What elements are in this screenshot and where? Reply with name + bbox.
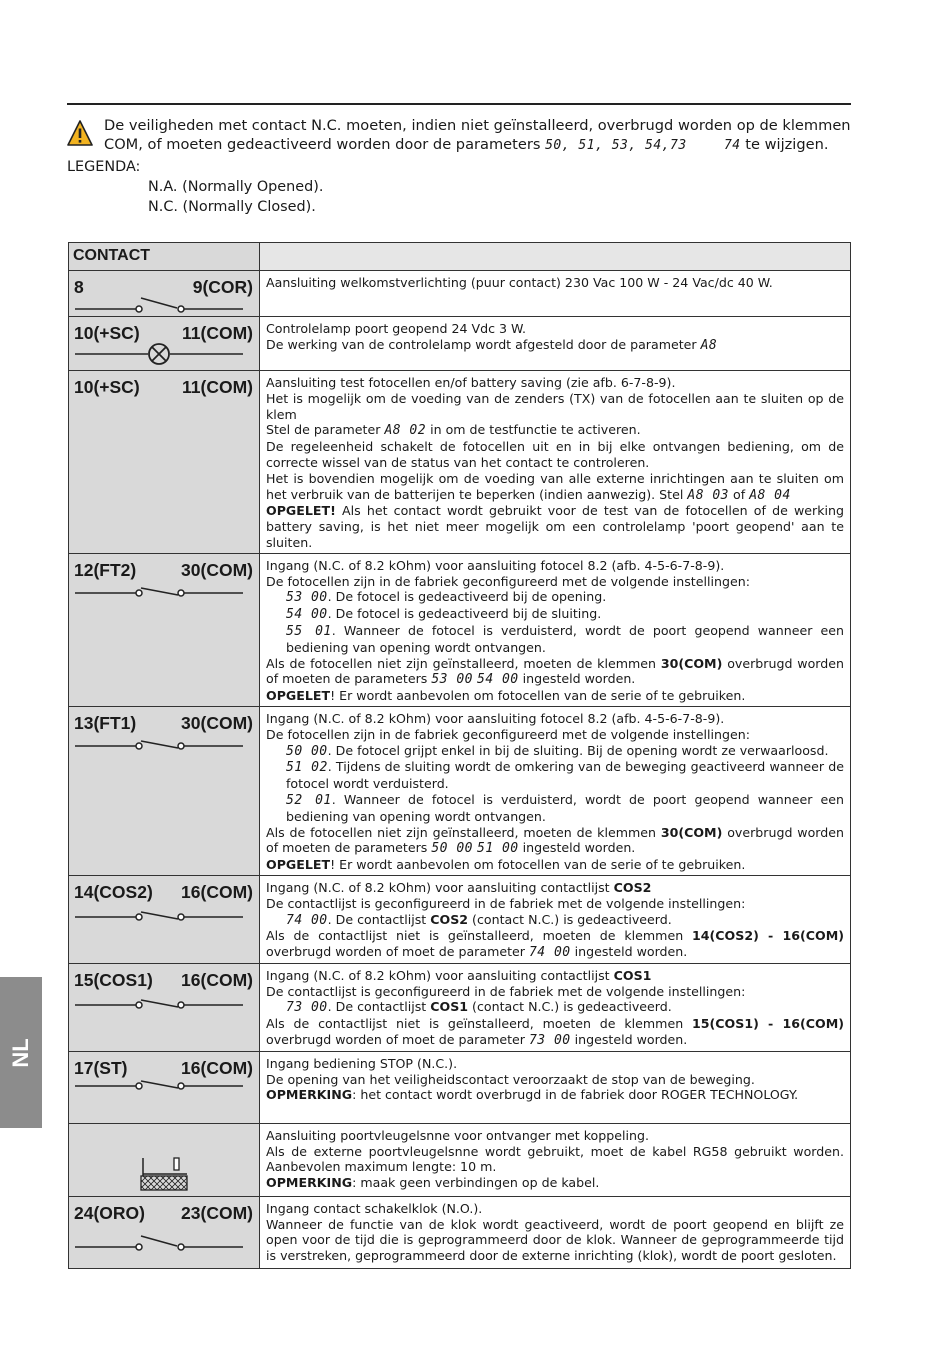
language-tab — [0, 977, 42, 1128]
table-row — [69, 371, 851, 554]
terminal-left: 14(COS2) — [74, 881, 153, 902]
terminal-left: 8 — [74, 277, 84, 297]
safety-note — [104, 116, 864, 155]
normally-open-contact-icon — [75, 1233, 245, 1263]
row-text: Ingang (N.C. of 8.2 kOhm) voor aansluiting fotocel 8.2 (afb. 4-5-6-7-8-9). — [266, 710, 725, 726]
terminal-right: 16(COM) — [181, 881, 253, 902]
terminal-right: 9(COR) — [192, 277, 253, 297]
setting-line: 74 00. De contactlijst COS2 (contact N.C.) is gedeactiveerd. — [286, 911, 672, 928]
param-last: 74 — [723, 138, 741, 153]
legend-title: LEGENDA: — [67, 159, 141, 175]
row-text: Het is mogelijk om de voeding van de zenders (TX) van de fotocellen aan te sluiten op de klem — [266, 390, 844, 422]
row-text: Ingang (N.C. of 8.2 kOhm) voor aansluiting contactlijst COS2 — [266, 879, 652, 895]
row-text: De fotocellen zijn in de fabriek geconfigureerd met de volgende instellingen: — [266, 573, 750, 589]
table-row — [69, 553, 851, 706]
param-code: A8 03 — [687, 487, 730, 503]
normally-closed-contact-icon — [75, 732, 245, 762]
setting-line: 55 01. Wanneer de fotocel is verduisterd, wordt de poort geopend wanneer een bediening van opening wordt ontvangen. — [286, 622, 844, 655]
table-row — [69, 317, 851, 371]
row-text: Aansluiting poortvleugelsnne voor ontvanger met koppeling. — [266, 1127, 649, 1143]
row-text: Ingang (N.C. of 8.2 kOhm) voor aansluiting fotocel 8.2 (afb. 4-5-6-7-8-9). — [266, 557, 725, 573]
terminal-left: 10(+SC) — [74, 377, 140, 397]
terminal-left: 15(COS1) — [74, 969, 153, 990]
table-row — [69, 271, 851, 317]
param-code: A8 — [700, 337, 718, 353]
row-text: Als de contactlijst niet is geïnstalleerd, moeten de klemmen 15(COS1) - 16(COM) overbrugd worden of moet de parameter 73 00 ingesteld worden. — [266, 1016, 844, 1049]
table-row — [69, 1051, 851, 1123]
row-text: Het is bovendien mogelijk om de voeding van alle externe inrichtingen aan te sluiten om het verbruik van de batterijen te beperken (indien aanwezig). Stel A8 03 of A8 04 — [266, 470, 844, 503]
normally-closed-contact-icon — [75, 991, 245, 1021]
terminal-right: 23(COM) — [181, 1202, 253, 1223]
param-code: A8 04 — [749, 487, 791, 503]
legend-item: N.C. (Normally Closed). — [148, 199, 316, 215]
param-list: 50, 51, 53, 54,73 — [545, 138, 687, 153]
row-text: De opening van het veiligheidscontact veroorzaakt de stop van de beweging. — [266, 1071, 755, 1087]
header-cell — [69, 243, 260, 271]
row-text: OPGELET! Als het contact wordt gebruikt voor de test van de fotocellen of de werking battery saving, is het niet meer mogelijk om een controlelamp 'poort geopend' aan te sluiten. — [266, 503, 844, 550]
row-text: Controlelamp poort geopend 24 Vdc 3 W. — [266, 321, 527, 336]
setting-line: 51 02. Tijdens de sluiting wordt de omkering van de beweging geactiveerd wanneer de fotocel wordt verduisterd. — [286, 759, 844, 792]
row-text: De fotocellen zijn in de fabriek geconfigureerd met de volgende instellingen: — [266, 726, 750, 742]
row-text: Stel de parameter A8 02 in om de testfunctie te activeren. — [266, 422, 641, 439]
terminal-right: 30(COM) — [181, 559, 253, 580]
row-text: De contactlijst is geconfigureerd in de fabriek met de volgende instellingen: — [266, 895, 746, 911]
row-text: De regeleenheid schakelt de fotocellen uit en in bij elke ontvangen bediening, om de correcte wissel van de status van het contact te controleren. — [266, 439, 844, 470]
normally-closed-contact-icon — [75, 1072, 245, 1102]
contact-table — [68, 242, 851, 1269]
row-text: OPMERKING: maak geen verbindingen op de kabel. — [266, 1175, 600, 1191]
warning-label: OPMERKING — [266, 1087, 353, 1103]
row-text: Aansluiting welkomstverlichting (puur contact) 230 Vac 100 W - 24 Vac/dc 40 W. — [266, 275, 773, 290]
row-text: OPMERKING: het contact wordt overbrugd in de fabriek door ROGER TECHNOLOGY. — [266, 1087, 799, 1103]
table-row — [69, 963, 851, 1051]
antenna-icon — [139, 1154, 191, 1194]
setting-line: 50 00. De fotocel grijpt enkel in bij de sluiting. Bij de opening wordt ze verwaarloosd. — [286, 742, 829, 759]
terminal-left: 10(+SC) — [74, 323, 140, 343]
row-text: OPGELET! Er wordt aanbevolen om fotocellen van de serie of te gebruiken. — [266, 857, 746, 873]
terminal-right: 11(COM) — [182, 377, 253, 397]
terminal-right: 16(COM) — [181, 1057, 253, 1078]
table-row — [69, 1196, 851, 1268]
warning-label: OPGELET! — [266, 503, 336, 519]
warning-label: OPGELET — [266, 688, 331, 704]
row-text: Ingang (N.C. of 8.2 kOhm) voor aansluiting contactlijst COS1 — [266, 967, 652, 983]
terminal-right: 11(COM) — [182, 323, 253, 343]
table-row — [69, 1123, 851, 1196]
terminal-right: 30(COM) — [181, 712, 253, 733]
row-text: Als de fotocellen niet zijn geïnstalleerd, moeten de klemmen 30(COM) overbrugd worden of moeten de parameters 53 00 54 00 ingesteld worden. — [266, 655, 844, 688]
top-rule — [67, 103, 851, 105]
row-text: Wanneer de functie van de klok wordt geactiveerd, wordt de poort geopend en blijft ze open voor de tijd die is geprogrammeerd door de klok. Wanneer de geprogrammeerde tijd is verstreken, geprogrammeerd door de externe inrichting (klok), wordt de poort gesloten. — [266, 1216, 844, 1264]
setting-line: 52 01. Wanneer de fotocel is verduisterd, wordt de poort geopend wanneer een bediening van opening wordt ontvangen. — [286, 791, 844, 824]
setting-line: 54 00. De fotocel is gedeactiveerd bij de sluiting. — [286, 606, 602, 623]
terminal-left: 12(FT2) — [74, 559, 137, 580]
normally-closed-contact-icon — [75, 903, 245, 933]
row-text: OPGELET! Er wordt aanbevolen om fotocellen van de serie of te gebruiken. — [266, 688, 746, 704]
lamp-icon — [75, 339, 245, 369]
row-text: Ingang contact schakelklok (N.O.). — [266, 1200, 483, 1216]
table-header: CONTACT — [73, 247, 151, 264]
row-text: Ingang bediening STOP (N.C.). — [266, 1055, 458, 1071]
safety-note-line-1: De veiligheden met contact N.C. moeten, indien niet geïnstalleerd, overbrugd worden op de klemmen — [104, 117, 851, 134]
normally-closed-contact-icon — [75, 579, 245, 609]
terminal-right: 16(COM) — [181, 969, 253, 990]
setting-line: 53 00. De fotocel is gedeactiveerd bij de opening. — [286, 589, 607, 606]
row-text: De werking van de controlelamp wordt afgesteld door de parameter A8 — [266, 336, 718, 353]
row-text: Als de fotocellen niet zijn geïnstalleerd, moeten de klemmen 30(COM) overbrugd worden of moeten de parameters 50 00 51 00 ingesteld worden. — [266, 824, 844, 857]
legend-item: N.A. (Normally Opened). — [148, 179, 324, 195]
safety-note-line-2: COM, of moeten gedeactiveerd worden door de parameters 50, 51, 53, 54,73 74 te wijzigen. — [104, 136, 829, 153]
warning-label: OPGELET — [266, 857, 331, 873]
warning-label: OPMERKING — [266, 1175, 353, 1191]
terminal-left: 24(ORO) — [74, 1202, 145, 1223]
row-text: Als de contactlijst niet is geïnstalleerd, moeten de klemmen 14(COS2) - 16(COM) overbrugd worden of moet de parameter 74 00 ingesteld worden. — [266, 928, 844, 961]
table-row — [69, 706, 851, 875]
param-code: A8 02 — [384, 423, 427, 439]
row-text: Als de externe poortvleugelsnne wordt gebruikt, moet de kabel RG58 gebruikt worden. Aanbevolen maximum lengte: 10 m. — [266, 1143, 844, 1175]
terminal-left: 17(ST) — [74, 1057, 128, 1078]
header-cell-empty — [260, 243, 851, 271]
row-text: De contactlijst is geconfigureerd in de fabriek met de volgende instellingen: — [266, 983, 746, 999]
language-tab-label: NL — [8, 1037, 33, 1068]
table-row — [69, 875, 851, 963]
warning-icon — [67, 120, 93, 146]
legend — [67, 157, 323, 217]
setting-line: 73 00. De contactlijst COS1 (contact N.C.) is gedeactiveerd. — [286, 999, 672, 1016]
terminal-left: 13(FT1) — [74, 712, 137, 733]
row-text: Aansluiting test fotocellen en/of battery saving (zie afb. 6-7-8-9). — [266, 375, 676, 390]
